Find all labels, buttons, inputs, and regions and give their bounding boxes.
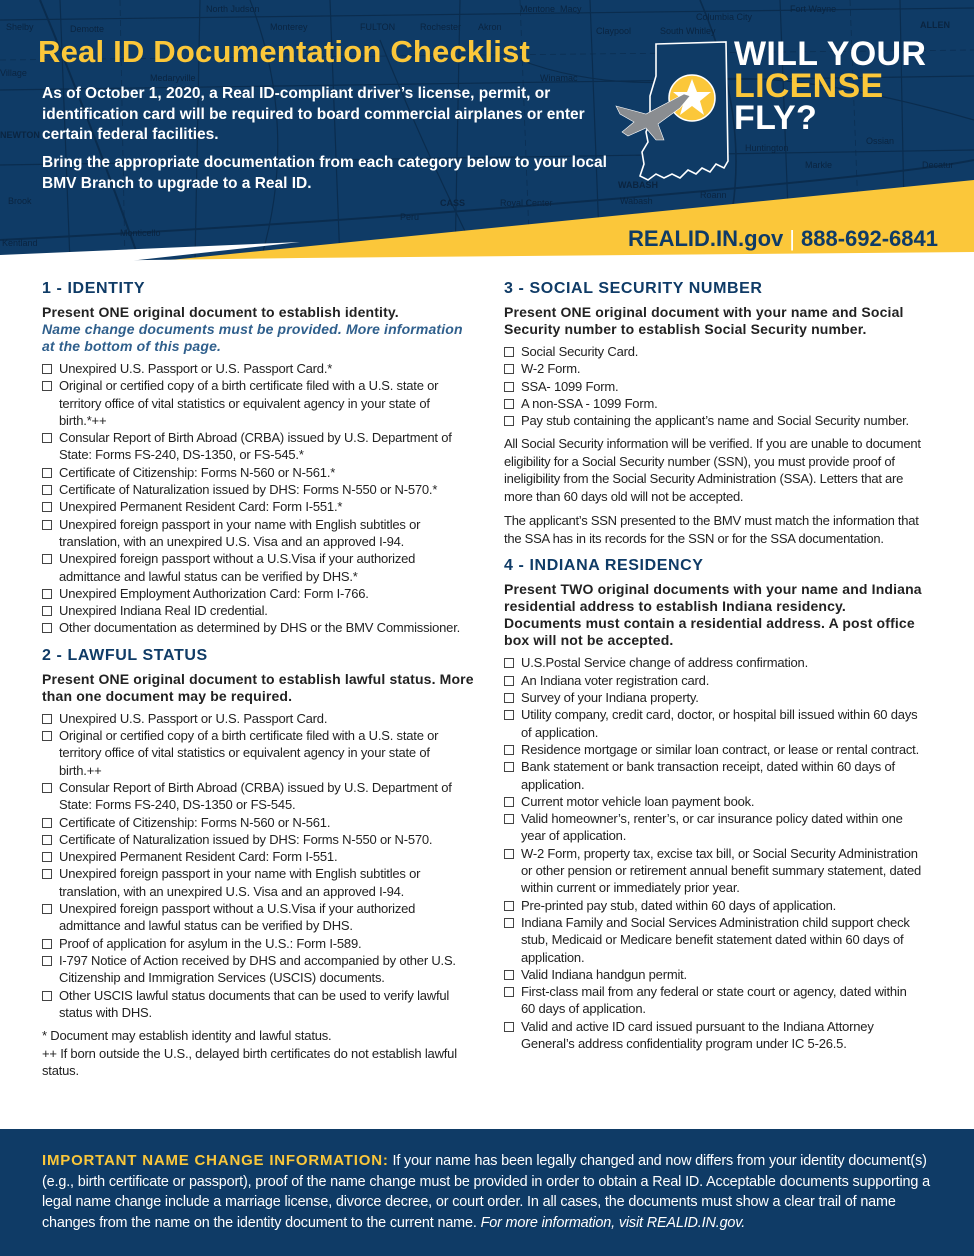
checklist-item [504,810,924,845]
map-label: Medaryville [150,73,196,83]
ssn-match-note: The applicant’s SSN presented to the BMV must match the information that the SSA has in its records for the SSN or for the SSA documentation. [504,513,919,546]
checklist-item-label: Social Security Card. [521,344,639,359]
section-subtitle: Present ONE original document with your name and Social Security number to establish Social Security number. [504,304,904,337]
checklist-item [504,966,924,983]
checklist-item [42,814,474,831]
checkbox-icon[interactable] [42,991,52,1001]
checkbox-icon[interactable] [504,676,514,686]
checklist-item [42,550,474,585]
checklist-item [42,831,474,848]
checkbox-icon[interactable] [504,970,514,980]
checklist-item [42,585,474,602]
checklist-item-label: A non-SSA - 1099 Form. [521,395,658,411]
map-label: Roann [700,190,727,200]
map-label: ALLEN [920,20,950,30]
right-column [504,280,924,1058]
header-banner [0,0,974,262]
checklist-item-label: Unexpired Permanent Resident Card: Form I-551. [59,849,338,865]
checkbox-icon[interactable] [42,520,52,530]
checkbox-icon[interactable] [42,714,52,724]
residency-checklist [504,654,924,1052]
checkbox-icon[interactable] [42,835,52,845]
checklist-item [504,983,924,1018]
map-label: Rochester [420,22,462,32]
checkbox-icon[interactable] [42,554,52,564]
checklist-item-label: U.S.Postal Service change of address confirmation. [521,655,808,671]
checklist-item [504,914,924,966]
name-change-note: Name change documents must be provided. More information at the bottom of this page. [42,321,463,354]
checklist-item-label: Valid homeowner’s, renter’s, or car insurance policy dated within one year of application. [521,811,903,844]
checklist-item-label: Certificate of Naturalization issued by DHS: Forms N-550 or N-570. [59,831,433,847]
checkbox-icon[interactable] [504,347,514,357]
checklist-item [42,779,474,814]
checklist-item-label: SSA- 1099 Form. [521,378,619,394]
checklist-item [504,758,924,793]
footnote-double-plus: ++ If born outside the U.S., delayed birth certificates do not establish lawful status. [42,1045,457,1079]
slogan-line-3: FLY? [734,99,818,137]
checklist-item-label: Current motor vehicle loan payment book. [521,793,755,809]
map-label: Winamac [540,73,578,83]
checklist-item [504,412,924,429]
checkbox-icon[interactable] [504,416,514,426]
checklist-item [42,429,474,464]
checklist-item-label: Utility company, credit card, doctor, or hospital bill issued within 60 days of application. [521,707,918,740]
checklist-item-label: Bank statement or bank transaction receipt, dated within 60 days of application. [521,759,895,792]
checklist-item [42,360,474,377]
checklist-item [42,619,474,636]
checklist-item-label: Indiana Family and Social Services Administration child support check stub, Medicaid or Medicare benefit statement dated within 60 days of application. [521,914,910,965]
map-label: Fort Wayne [790,4,837,14]
map-label: CASS [440,198,466,208]
checklist-item [42,727,474,779]
checklist-item-label: Unexpired foreign passport in your name with English subtitles or translation, with an unexpired U.S. Visa and an approved I-94. [59,516,421,549]
intro-instructions: Bring the appropriate documentation from each category below to your local BMV Branch to upgrade to a Real ID. [42,154,607,192]
checklist-item-label: Unexpired U.S. Passport or U.S. Passport Card. [59,710,328,726]
checklist-item-label: Unexpired foreign passport without a U.S.Visa if your authorized admittance and lawful status can be verified by DHS. [59,901,416,934]
checklist-item [504,706,924,741]
section-subtitle [42,304,474,355]
checklist-item-label: Unexpired U.S. Passport or U.S. Passport Card.* [59,361,333,376]
checklist-item-label: Certificate of Naturalization issued by DHS: Forms N-550 or N-570.* [59,482,438,498]
checklist-item-label: Unexpired Permanent Resident Card: Form I-551.* [59,499,343,515]
checklist-item [504,897,924,914]
phone-number[interactable]: 888-692-6841 [800,226,938,251]
checkbox-icon[interactable] [504,382,514,392]
checklist-item [504,360,924,377]
map-label: Kentland [2,238,38,248]
checkbox-icon[interactable] [504,814,514,824]
checklist-item [42,481,474,498]
checklist-item [42,602,474,619]
checkbox-icon[interactable] [504,987,514,997]
checklist-item [504,378,924,395]
section-title: 3 - SOCIAL SECURITY NUMBER [504,280,763,297]
map-label: Mentone [520,4,556,14]
checklist-item [42,710,474,727]
checkbox-icon[interactable] [504,364,514,374]
checklist-item-label: Certificate of Citizenship: Forms N-560 or N-561.* [59,464,336,480]
map-label: Huntington [745,143,789,153]
footer-body: If your name has been legally changed and now differs from your identity document(s) (e.g., birth certificate or passport), proof of the name change must be provided in order to obtain a Real ID. Acceptable documents supporting a legal name change include a marriage license, divorce decree, or court order. In all cases, the documents must show a clear trail of name changes from the name on the identity document to the current name. [42,1153,930,1231]
checklist-item [42,865,474,900]
checkbox-icon[interactable] [504,1022,514,1032]
checkbox-icon[interactable] [42,433,52,443]
checklist-item [504,689,924,706]
checklist-item [42,900,474,935]
checklist-item [42,987,474,1022]
section-residency [504,557,924,1052]
checklist-item [42,377,474,429]
map-label: Monticello [120,228,161,238]
checkbox-icon[interactable] [504,762,514,772]
map-label: Peru [400,212,420,222]
checklist-item-label: Original or certified copy of a birth certificate filed with a U.S. state or territory office of vital statistics or equivalent agency in your state of birth.*++ [59,378,439,428]
checklist-item-label: Unexpired Indiana Real ID credential. [59,603,268,619]
map-label: South Whitley [660,26,716,36]
page-title: Real ID Documentation Checklist [38,34,530,69]
checklist-item-label: Original or certified copy of a birth certificate filed with a U.S. state or territory office of vital statistics or equivalent agency in your state of birth.++ [59,728,439,778]
checkbox-icon[interactable] [42,783,52,793]
checklist-item [42,516,474,551]
checkbox-icon[interactable] [42,731,52,741]
checkbox-icon[interactable] [504,710,514,720]
map-label: Brook [8,196,32,206]
will-your-license-fly-slogan [734,35,927,137]
checklist-item [504,395,924,412]
checklist-item-label: Pay stub containing the applicant’s name and Social Security number. [521,413,909,429]
slogan-line-2: LICENSE [734,67,884,105]
map-label: North Judson [206,4,260,14]
footer-heading: IMPORTANT NAME CHANGE INFORMATION: [42,1152,389,1169]
map-label: Akron [478,22,502,32]
section-instruction: Present ONE original document to establish identity. [42,304,399,320]
contact-separator: | [789,226,795,251]
checklist-item-label: I-797 Notice of Action received by DHS and accompanied by other U.S. Citizenship and Immigration Services (USCIS) documents. [59,952,456,986]
map-label: WABASH [618,180,658,190]
checkbox-icon[interactable] [42,589,52,599]
checklist-item-label: Residence mortgage or similar loan contract, or lease or rental contract. [521,741,919,757]
checkbox-icon[interactable] [42,818,52,828]
indiana-star-plane-icon [606,36,746,186]
checkbox-icon[interactable] [42,364,52,374]
map-label: Decatur [922,160,954,170]
checklist-item-label: An Indiana voter registration card. [521,672,710,688]
checkbox-icon[interactable] [504,797,514,807]
checkbox-icon[interactable] [42,606,52,616]
map-label: Demotte [70,24,105,34]
checklist-item [42,848,474,865]
map-label: Royal Center [500,198,553,208]
checkbox-icon[interactable] [42,502,52,512]
checklist-item [504,741,924,758]
map-label: Columbia City [696,12,753,22]
section-title: 4 - INDIANA RESIDENCY [504,557,704,575]
checklist-item-label: W-2 Form, property tax, excise tax bill, or Social Security Administration or other pension or retirement annual benefit summary statement, dated within current or immediately prior year. [521,845,922,896]
checklist-item-label: Unexpired foreign passport in your name with English subtitles or translation, with an unexpired U.S. Visa and an approved I-94. [59,866,421,899]
lawful-status-checklist [42,710,474,1021]
checklist-item-label: Other documentation as determined by DHS or the BMV Commissioner. [59,620,461,636]
checklist-item [504,654,924,671]
checkbox-icon[interactable] [42,939,52,949]
checklist-item-label: Other USCIS lawful status documents that can be used to verify lawful status with DHS. [59,987,450,1020]
checklist-item [504,672,924,689]
map-label: Claypool [596,26,632,36]
checklist-item-label: Unexpired Employment Authorization Card: Form I-766. [59,585,369,601]
checklist-item-label: Unexpired foreign passport without a U.S.Visa if your authorized admittance and lawful status can be verified by DHS.* [59,551,416,584]
checkbox-icon[interactable] [504,901,514,911]
checklist-item [42,952,474,987]
contact-line [628,226,938,252]
section-subtitle: Present TWO original documents with your name and Indiana residential address to establish Indiana residency. Documents must contain a residential address. A post office box will not be accepted. [504,581,922,649]
map-label: FULTON [360,22,396,32]
map-label: Shelby [6,22,34,32]
checkbox-icon[interactable] [42,381,52,391]
checkbox-icon[interactable] [42,852,52,862]
checkbox-icon[interactable] [504,918,514,928]
checkbox-icon[interactable] [504,658,514,668]
section-lawful-status [42,647,474,1080]
map-label: Ossian [866,136,895,146]
section-title: 2 - LAWFUL STATUS [42,646,208,664]
checklist-item-label: Valid Indiana handgun permit. [521,966,687,982]
ssn-verification-note: All Social Security information will be verified. If you are unable to document eligibility for a Social Security number (SSN), you must provide proof of ineligibility from the Social Security Administration (SSA). Letters that are more than 60 days old will not be accepted. [504,436,921,504]
checklist-item-label: Consular Report of Birth Abroad (CRBA) issued by U.S. Department of State: Forms FS-240, DS-1350, or FS-545.* [59,430,452,463]
section-identity [42,280,474,637]
checklist-item-label: Certificate of Citizenship: Forms N-560 or N-561. [59,814,331,830]
section-ssn [504,280,924,547]
checkbox-icon[interactable] [42,623,52,633]
section-title: 1 - IDENTITY [42,280,146,297]
checkbox-icon[interactable] [42,904,52,914]
checkbox-icon[interactable] [42,468,52,478]
checklist-item [42,464,474,481]
map-label: Wabash [620,196,653,206]
intro-text: As of October 1, 2020, a Real ID-compliant driver’s license, permit, or identification card will be required to board commercial airplanes or enter certain federal facilities. [42,85,585,143]
checklist-item [504,793,924,810]
checklist-item-label: Consular Report of Birth Abroad (CRBA) issued by U.S. Department of State: Forms FS-240, DS-1350 or FS-545. [59,779,452,813]
map-label: NEWTON [0,130,40,140]
checkbox-icon[interactable] [504,399,514,409]
checkbox-icon[interactable] [504,745,514,755]
footer-text [42,1151,942,1233]
checklist-item [504,343,924,360]
ssn-checklist [504,343,924,429]
checkbox-icon[interactable] [504,693,514,703]
map-label: Markle [805,160,833,170]
left-column [42,280,474,1080]
checklist-item-label: Survey of your Indiana property. [521,690,699,706]
checklist-item [42,498,474,515]
checklist-item [504,845,924,897]
checklist-item [504,1018,924,1053]
footnote-asterisk: * Document may establish identity and lawful status. [42,1028,332,1044]
map-label: Monterey [270,22,308,32]
section-subtitle: Present ONE original document to establish lawful status. More than one document may be required. [42,670,474,704]
checklist-item [42,935,474,952]
checklist-item-label: Pre-printed pay stub, dated within 60 days of application. [521,897,837,913]
checklist-item-label: W-2 Form. [521,361,581,377]
checklist-item-label: First-class mail from any federal or state court or agency, dated within 60 days of application. [521,984,907,1017]
checkbox-icon[interactable] [504,849,514,859]
map-label: Village [0,68,27,78]
footer-more-info-link[interactable]: For more information, visit REALID.IN.gov. [480,1214,746,1231]
website-link[interactable]: REALID.IN.gov [628,226,784,251]
name-change-footer [0,1129,974,1256]
map-label: Macy [560,4,582,14]
identity-checklist [42,360,474,637]
checklist-item-label: Proof of application for asylum in the U.S.: Form I-589. [59,935,362,951]
slogan-line-1: WILL YOUR [734,35,927,73]
checkbox-icon[interactable] [42,869,52,879]
checklist-item-label: Valid and active ID card issued pursuant to the Indiana Attorney General’s address confidentiality program under IC 5-26.5. [521,1018,874,1052]
checkbox-icon[interactable] [42,956,52,966]
checkbox-icon[interactable] [42,485,52,495]
